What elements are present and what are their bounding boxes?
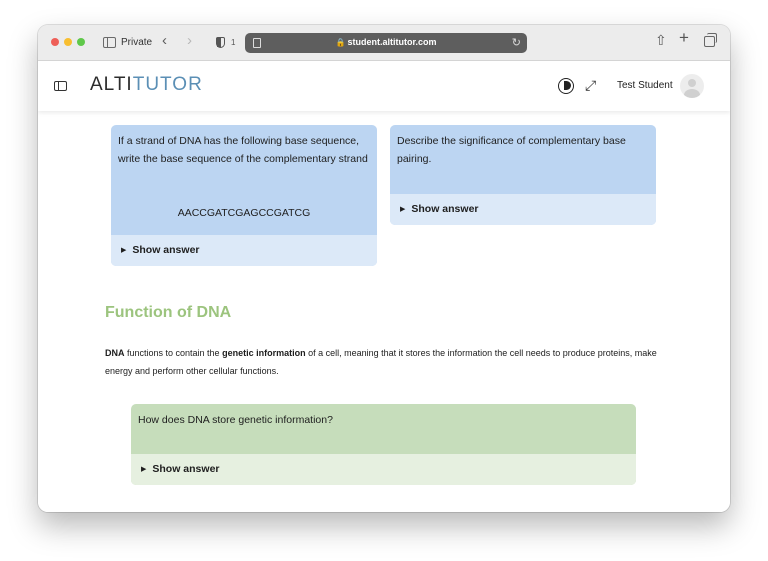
browser-toolbar: [38, 25, 730, 61]
para-text: functions to contain the: [124, 348, 223, 358]
expand-triangle-icon: ▶: [400, 206, 406, 213]
lock-icon: 🔒: [335, 38, 346, 47]
user-name[interactable]: Test Student: [617, 80, 673, 91]
address-bar[interactable]: [245, 33, 527, 53]
para-text: of a cell, meaning that it stores the information the cell needs to produce proteins, make energy and perform other cellular functions.: [105, 348, 657, 376]
question-card: [390, 125, 656, 225]
altitutor-logo[interactable]: [90, 74, 203, 96]
app-header: [38, 61, 730, 111]
show-answer-toggle[interactable]: [111, 235, 377, 266]
private-mode-label[interactable]: Private: [121, 37, 153, 48]
back-arrow-icon[interactable]: ‹: [162, 32, 167, 49]
section-title: Function of DNA: [105, 304, 232, 321]
expand-triangle-icon: ▶: [141, 466, 147, 473]
lesson-content: [38, 111, 730, 512]
url-text-container: [245, 37, 527, 47]
logo-alti: ALTI: [90, 74, 133, 95]
url-text: student.altitutor.com: [347, 37, 437, 47]
close-window-button[interactable]: [51, 38, 59, 46]
browser-window: [38, 25, 730, 512]
para-bold-genetic-info: genetic information: [222, 348, 306, 358]
show-answer-toggle[interactable]: [390, 194, 656, 225]
reload-icon[interactable]: ↻: [511, 37, 521, 49]
privacy-shield-icon[interactable]: [216, 37, 225, 48]
question-text: Describe the significance of complementary base pairing.: [397, 135, 626, 165]
question-card: [111, 125, 377, 266]
dark-mode-toggle-icon[interactable]: [558, 78, 574, 94]
fullscreen-expand-icon[interactable]: ⤢: [585, 77, 597, 93]
tab-overview-icon[interactable]: [704, 36, 715, 47]
base-sequence: AACCGATCGAGCCGATCG: [177, 207, 311, 219]
avatar[interactable]: [680, 74, 704, 98]
minimize-window-button[interactable]: [64, 38, 72, 46]
tracker-count: 1: [231, 38, 236, 47]
show-answer-label: Show answer: [411, 203, 479, 215]
new-tab-icon[interactable]: +: [679, 28, 689, 47]
para-bold-dna: DNA: [105, 348, 125, 358]
section-paragraph: [105, 344, 675, 380]
show-answer-label: Show answer: [132, 244, 200, 256]
share-icon[interactable]: ⇧: [655, 32, 667, 48]
question-card: [131, 404, 636, 485]
expand-triangle-icon: ▶: [121, 247, 127, 254]
sidebar-menu-icon[interactable]: [54, 81, 67, 91]
sidebar-toggle-icon[interactable]: [103, 37, 116, 48]
question-text: How does DNA store genetic information?: [138, 414, 333, 426]
zoom-window-button[interactable]: [77, 38, 85, 46]
show-answer-label: Show answer: [152, 463, 220, 475]
question-text: If a strand of DNA has the following base sequence, write the base sequence of the complementary strand: [118, 135, 368, 165]
show-answer-toggle[interactable]: [131, 454, 636, 485]
forward-arrow-icon[interactable]: ›: [187, 32, 192, 49]
logo-tutor: TUTOR: [132, 74, 203, 95]
